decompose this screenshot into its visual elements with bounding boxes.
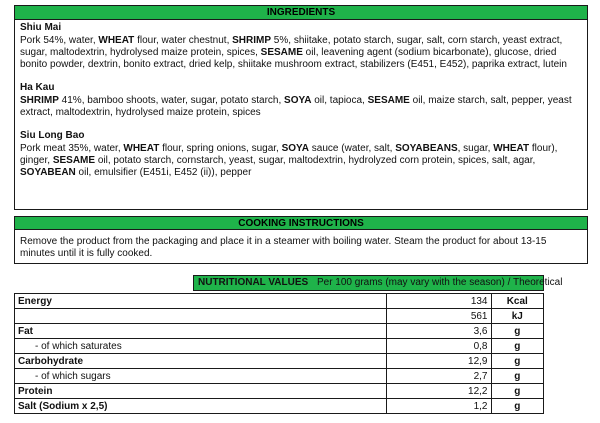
allergen-word: WHEAT [493, 143, 530, 154]
product-ha-kau [20, 82, 582, 119]
nutrient-name: - of which sugars [15, 369, 387, 384]
nutrient-unit: g [491, 324, 544, 339]
nutrition-row [15, 384, 544, 399]
ingredients-box [14, 19, 588, 210]
nutrition-row [15, 339, 544, 354]
nutrition-row [15, 324, 544, 339]
allergen-word: SOYA [281, 143, 310, 154]
nutrition-row [15, 399, 544, 414]
product-name: Siu Long Bao [20, 130, 85, 141]
nutrient-name: Energy [15, 294, 387, 309]
nutrient-value: 2,7 [387, 369, 491, 384]
nutrition-table [14, 293, 544, 414]
nutrient-value: 12,9 [387, 354, 491, 369]
nutrient-unit: Kcal [491, 294, 544, 309]
nutrition-subtitle: Per 100 grams (may vary with the season) / Theoretical [316, 277, 563, 288]
nutrient-name: Salt (Sodium x 2,5) [15, 399, 387, 414]
nutrient-value: 0,8 [387, 339, 491, 354]
nutrient-unit: g [491, 354, 544, 369]
allergen-word: WHEAT [98, 35, 135, 46]
nutrition-row [15, 354, 544, 369]
nutrient-unit: g [491, 384, 544, 399]
nutrient-unit: kJ [491, 309, 544, 324]
nutrition-title: NUTRITIONAL VALUES [198, 277, 309, 288]
nutrient-value: 1,2 [387, 399, 491, 414]
nutrient-name: Protein [15, 384, 387, 399]
nutrient-value: 3,6 [387, 324, 491, 339]
product-ingredients: SHRIMP 41%, bamboo shoots, water, sugar, potato starch, SOYA oil, tapioca, SESAME oil, maize starch, salt, pepper, yeast extract, maltodextrin, hydrolysed maize protein, spices [20, 95, 572, 118]
product-shiu-mai [20, 22, 582, 71]
product-name: Ha Kau [20, 82, 55, 93]
product-name: Shiu Mai [20, 22, 62, 33]
allergen-word: SOYABEANS [395, 143, 458, 154]
allergen-word: SHRIMP [20, 95, 59, 106]
allergen-word: SESAME [260, 47, 303, 58]
ingredients-header: INGREDIENTS [14, 5, 588, 20]
product-siu-long-bao [20, 130, 582, 179]
cooking-header: COOKING INSTRUCTIONS [14, 216, 588, 230]
nutrient-name: Carbohydrate [15, 354, 387, 369]
nutrient-name: Fat [15, 324, 387, 339]
nutrient-name: - of which saturates [15, 339, 387, 354]
cooking-instructions [14, 229, 588, 264]
allergen-word: WHEAT [123, 143, 160, 154]
allergen-word: SHRIMP [232, 35, 272, 46]
allergen-word: SESAME [52, 155, 96, 166]
cooking-text: Remove the product from the packaging and place it in a steamer with boiling water. Steam the product for about 13-15 minutes until it is fully cooked. [20, 236, 547, 259]
nutrient-unit: g [491, 399, 544, 414]
nutrient-value: 12,2 [387, 384, 491, 399]
nutrition-row [15, 294, 544, 309]
allergen-word: SOYA [284, 95, 312, 106]
nutrient-name [15, 309, 387, 324]
product-ingredients: Pork meat 35%, water, WHEAT flour, spring onions, sugar, SOYA sauce (water, salt, SOYABEANS, sugar, WHEAT flour), ginger, SESAME oil, potato starch, cornstarch, yeast, sugar, maltodextrin, hydrolyzed corn protein, spices, salt, agar, SOYABEAN oil, emulsifier (E451i, E452 (ii)), pepper [20, 143, 558, 178]
allergen-word: SESAME [367, 95, 410, 106]
nutrition-header [193, 275, 563, 291]
product-ingredients: Pork 54%, water, WHEAT flour, water chestnut, SHRIMP 5%, shiitake, potato starch, sugar, salt, corn starch, yeast extract, sugar, maltodextrin, hydrolysed maize protein, spices, SESAME oil, leavening agent (sodium bicarbonate), glucose, dried bonito powder, dextrin, bonito extract, dried kelp, shiitake mushroom extract, stabilizers (E451, E452), paprika extract, lutein [20, 35, 567, 70]
nutrient-value: 561 [387, 309, 491, 324]
allergen-word: SOYABEAN [20, 167, 76, 178]
nutrition-row [15, 369, 544, 384]
nutrient-value: 134 [387, 294, 491, 309]
nutrition-row [15, 309, 544, 324]
nutrient-unit: g [491, 339, 544, 354]
nutrient-unit: g [491, 369, 544, 384]
